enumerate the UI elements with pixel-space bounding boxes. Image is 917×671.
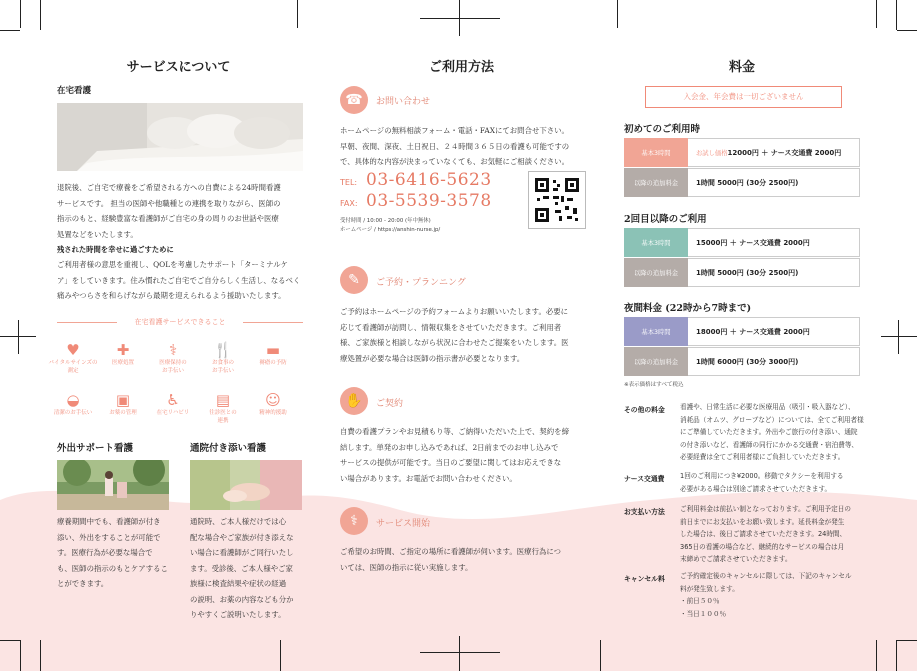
service-icon-label: 往診医との [209,410,237,416]
text-line: の付き添いなど、看護師の同行にかかる交通費・宿泊費等、 [680,440,859,449]
handshake-icon: ✋ [340,387,368,415]
medical-device-icon: ⚕ [168,341,178,359]
bed-photo [57,103,303,171]
table-row [624,258,860,288]
text-line: い場合があります。お電話でお問い合わせください。 [340,473,517,483]
bath-icon: ◒ [66,391,80,409]
service-icon-label: 連携 [217,418,229,424]
tel-number[interactable]: 03-6416-5623 [366,170,492,190]
text-line: 添い、外出をすることが可能で [57,532,161,542]
text-line: いては、医師の指示に従い実施します。 [340,562,473,572]
service-title: サービスについて [126,60,231,75]
escort-photo [190,460,302,510]
second-use-table [624,228,860,288]
rehab-icon: ♿ [166,391,180,409]
divider-right [243,322,303,323]
no-fee-notice: 入会金、年会費は一切ございません [645,86,842,108]
nurse-transport-text [680,470,864,495]
text-line: 族様に検査結果や症状の経過 [190,579,287,588]
mental-care-icon: ☺ [265,391,281,409]
icons-heading-row [57,318,303,326]
service-icon-label: 清潔のお手伝い [53,410,93,416]
service-icon-item [198,390,248,425]
service-icon-item [48,390,98,417]
first-use-table [624,138,860,198]
heart-pulse-icon: ♥ [66,341,80,359]
hospital-escort-text [190,514,308,623]
medicine-icon: ▣ [115,391,131,409]
homepage-url[interactable]: ホームページ / https://anshin-nurse.jp/ [340,227,441,233]
step-reservation-text [340,304,590,366]
qr-code-icon [529,172,585,228]
home-nursing-heading: 在宅看護 [57,86,92,96]
table-row [624,168,860,198]
cancellation-fee-label: キャンセル料 [624,575,665,583]
trial-price-label: お試し価格 [696,150,728,157]
price-value: 12000円 ＋ ナース交通費 2000円 [727,148,842,157]
service-icon-label: 在宅リハビリ [156,410,190,416]
service-icon-label: 精神的援助 [259,410,287,416]
text-line: も、医師の指示のもとケアするこ [57,563,168,573]
text-line: 365日の看護の場合など、継続的なサービスの場合は月 [680,542,845,551]
second-use-heading: 2回目以降のご利用 [624,214,707,225]
outing-support-heading: 外出サポート看護 [57,443,134,454]
text-line: 自費の看護プランやお見積もり等、ご納得いただいた上で、契約を締 [340,427,569,436]
remaining-time-text [57,257,307,304]
step-start-text [340,544,590,575]
row-label: 以降の追加料金 [624,347,688,376]
nurse-icon: ⚕ [340,507,368,535]
outing-support-text [57,514,175,592]
other-fees-text [680,401,864,464]
text-line: 早朝、夜間、深夜、土日祝日、２４時間３６５日の看護も可能ですの [340,141,570,151]
text-line: す。医療行為が必要な場合で [57,548,153,557]
service-icon-item [148,390,198,417]
text-line: サービスです。 担当の医師や他職種との連携を取りながら、医師の [57,198,281,208]
row-value [688,138,860,167]
bed-icon: ▬ [265,341,281,359]
text-line: 前日までにお支払いをお願い致します。延長料金が発生 [680,517,845,526]
medical-kit-icon: ✚ [116,341,130,359]
night-rate-heading: 夜間料金 (22時から7時まで) [624,303,752,314]
text-line: 料が発生致します。 [680,584,739,593]
qr-code[interactable] [528,171,586,229]
text-line: ご利用料金は前払い制となっております。ご利用予定日の [680,505,851,513]
text-line: ・当日１００％ [680,609,727,618]
text-line: 退院後、ご自宅で療養をご希望される方への自費による24時間看護 [57,183,281,192]
text-line: 様、ご家族様と相談しながら状況に合わせたご提案をいたします。医 [340,338,569,347]
park-illustration [57,460,169,510]
payment-method-text [680,503,864,566]
text-line: りやすくご説明いたします。 [190,610,286,619]
text-line: した場合は、後日ご請求させていただきます。24時間、 [680,530,847,538]
remaining-time-heading: 残された時間を幸せに過ごすために [57,245,174,254]
text-line: ア」をしていきます。住み慣れたご自宅でご自分らしく生活し、なるべく [57,275,301,285]
step-contract-text [340,424,590,486]
text-line: サービスの提供が可能です。当日のご要望に関してはお応えできな [340,458,562,467]
service-icon-label: お薬の管理 [109,410,137,416]
service-icon-item [98,340,148,367]
text-line: ホームページの無料相談フォーム・電話・FAXにてお問合せ下さい。 [340,126,569,135]
text-line: 必要経費は全てご利用者様にご負担していただきます。 [680,453,845,461]
row-label: 以降の追加料金 [624,168,688,197]
service-icon-label: お食事の [211,360,234,366]
other-fees-label: その他の料金 [624,406,665,414]
outing-photo [57,460,169,510]
row-value: 1時間 5000円 (30分 2500円) [688,258,860,287]
text-line: にご準備していただきます。外出やご旅行の付き添い、通院 [680,428,858,436]
headset-icon: ☎ [340,86,368,114]
text-line: 処置などをいたします。 [57,229,138,239]
hands-illustration [190,460,302,510]
row-value: 1時間 6000円 (30分 3000円) [688,347,860,376]
step-contract-title: ご契約 [376,399,404,409]
service-icon-item [98,390,148,417]
text-line: 1回のご利用につき¥2000。移動でタクシーを利用する [680,472,844,480]
hospital-escort-heading: 通院付き添い看護 [190,443,267,454]
text-line: ・前日５０％ [680,597,720,605]
service-icon-label: 測定 [67,368,79,374]
service-icon-label: お手伝い [161,368,184,374]
icons-heading: 在宅看護サービスできること [134,318,226,326]
text-line: の説明、お薬の内容なども分か [190,594,294,604]
home-nursing-text [57,180,307,242]
usage-title: ご利用方法 [428,60,494,75]
text-line: 通院時、ご本人様だけでは心 [190,517,287,526]
row-label: 基本3時間 [624,138,688,167]
first-use-heading: 初めてのご利用時 [624,124,701,135]
bed-illustration [57,103,303,171]
text-line: ご予約はホームページの予約フォームよりお願いいたします。必要に [340,307,569,316]
text-line: ご予約確定後のキャンセルに際しては、下記のキャンセル [680,572,852,580]
tax-note: ※表示価格はすべて税込 [624,382,684,388]
text-line: ご希望のお時間、ご指定の場所に看護師が伺います。医療行為につ [340,547,561,556]
row-label: 基本3時間 [624,228,688,257]
service-icon-label: 医療処置 [111,360,134,366]
fax-number: 03-5539-3578 [366,191,492,211]
row-value: 18000円 ＋ ナース交通費 2000円 [688,317,860,346]
payment-method-label: お支払い方法 [624,508,665,516]
step-start-title: サービス開始 [376,519,431,529]
reception-hours: 受付時間 / 10:00 - 20:00 (年中無休) [340,218,431,224]
divider-left [57,322,117,323]
nurse-transport-label: ナース交通費 [624,475,665,483]
night-rate-table [624,317,860,377]
text-line: 結します。単発のお申し込みであれば、2日前までのお申し込みで [340,442,559,452]
service-icon-item [198,340,248,375]
service-icon-item [248,340,298,367]
table-row [624,317,860,347]
hospital-icon: ▤ [215,391,231,409]
clipboard-icon: ✎ [340,266,368,294]
text-line: 看護や、日常生活に必要な医療用品（吸引・吸入器など）、 [680,403,855,411]
text-line: 指示のもと、経験豊富な看護師がご自宅の身の周りのお世話や医療 [57,214,279,223]
text-line: 応じて看護師が訪問し、情報収集をさせていただきます。ご利用者 [340,322,562,332]
step-inquiry-title: お問い合わせ [376,97,431,107]
service-icon-item [148,340,198,375]
row-label: 以降の追加料金 [624,258,688,287]
step-reservation-title: ご予約・プランニング [376,278,466,288]
service-icon-label: 褥瘡の予防 [259,360,287,366]
service-icon-item [48,340,98,375]
pricing-title: 料金 [728,60,755,75]
meal-icon: 🍴 [213,341,233,359]
fax-label: FAX: [340,199,358,208]
service-icon-item [248,390,298,417]
text-line: 療養期間中でも、看護師が付き [57,517,161,526]
text-line: 配な場合やご家族が付き添えな [190,532,294,542]
cancellation-fee-text [680,570,864,620]
service-icon-label: 医療保持の [159,360,187,366]
row-label: 基本3時間 [624,317,688,346]
text-line: 必要がある場合は別途ご請求させていただきます。 [680,484,832,493]
table-row [624,228,860,258]
service-icon-label: お手伝い [211,368,234,374]
table-row [624,138,860,168]
text-line: で、具体的な内容が決まっていなくても、お気軽にご相談ください。 [340,157,569,166]
text-line: 痛みやつらさを和らげながら最期を迎えられるよう援助いたします。 [57,291,286,300]
tel-label: TEL: [340,178,358,187]
text-line: い場合に看護師がご同行いたし [190,548,294,557]
row-value: 15000円 ＋ ナース交通費 2000円 [688,228,860,257]
text-line: ます。受診後、ご本人様やご家 [190,563,293,573]
row-value: 1時間 5000円 (30分 2500円) [688,168,860,197]
text-line: 療処置が必要な場合は医師の指示書が必要となります。 [340,353,525,363]
service-icon-label: バイタルサインズの [48,360,98,366]
text-line: ご利用者様の意思を重視し、QOLを考慮したサポート「ターミナルケ [57,260,288,269]
text-line: とができます。 [57,579,109,588]
step-inquiry-text [340,123,590,170]
text-line: 末締めでご請求させていただきます。 [680,555,792,563]
text-line: 消耗品（オムツ、グローブなど）については、全てご利用者様 [680,415,864,424]
table-row [624,347,860,377]
